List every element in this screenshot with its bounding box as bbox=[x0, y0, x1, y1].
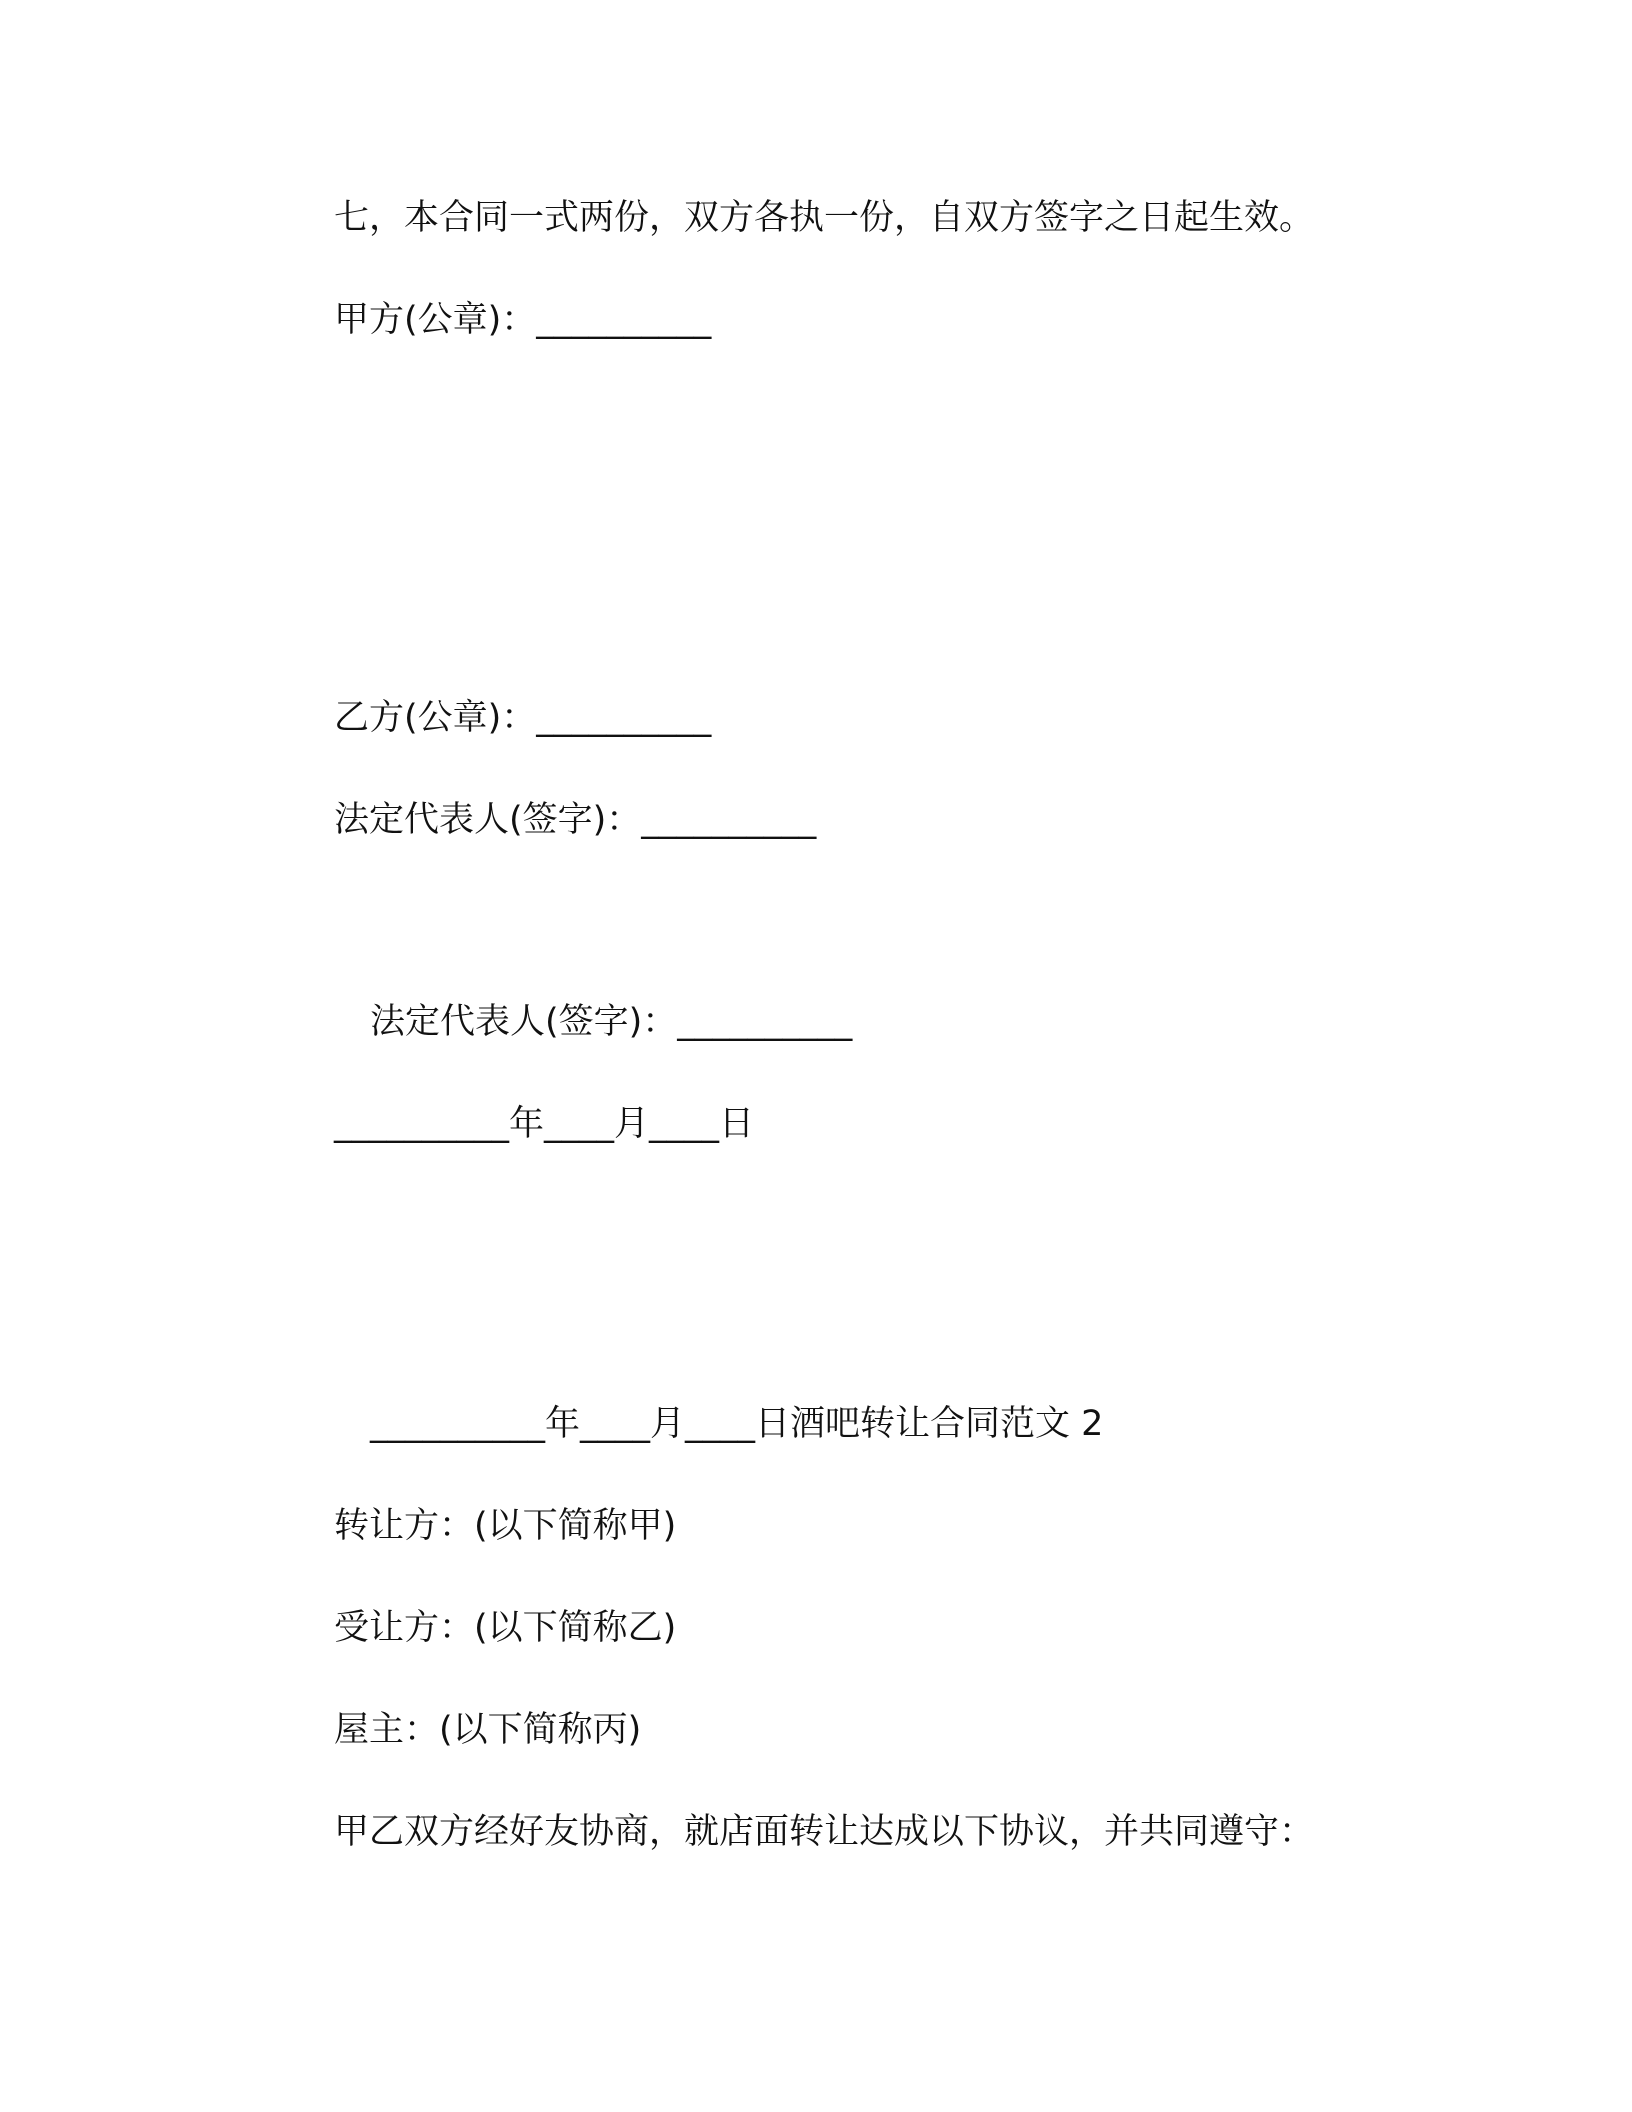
legal-rep-signature-line-2: 法定代表人(签字)：__________ bbox=[370, 1002, 853, 1042]
agreement-intro-line: 甲乙双方经好友协商，就店面转让达成以下协议，并共同遵守： bbox=[334, 1812, 1315, 1852]
transferor-line: 转让方：(以下简称甲) bbox=[334, 1506, 677, 1546]
party-b-seal-line: 乙方(公章)：__________ bbox=[334, 698, 712, 738]
legal-rep-signature-line: 法定代表人(签字)：__________ bbox=[334, 800, 817, 840]
contract-title-line: __________年____月____日酒吧转让合同范文 2 bbox=[370, 1404, 1104, 1444]
party-a-seal-line: 甲方(公章)：__________ bbox=[334, 300, 712, 340]
landlord-line: 屋主：(以下简称丙) bbox=[334, 1710, 642, 1750]
clause-seven: 七，本合同一式两份，双方各执一份，自双方签字之日起生效。 bbox=[334, 198, 1315, 238]
transferee-line: 受让方：(以下简称乙) bbox=[334, 1608, 677, 1648]
date-line: __________年____月____日 bbox=[334, 1104, 755, 1144]
